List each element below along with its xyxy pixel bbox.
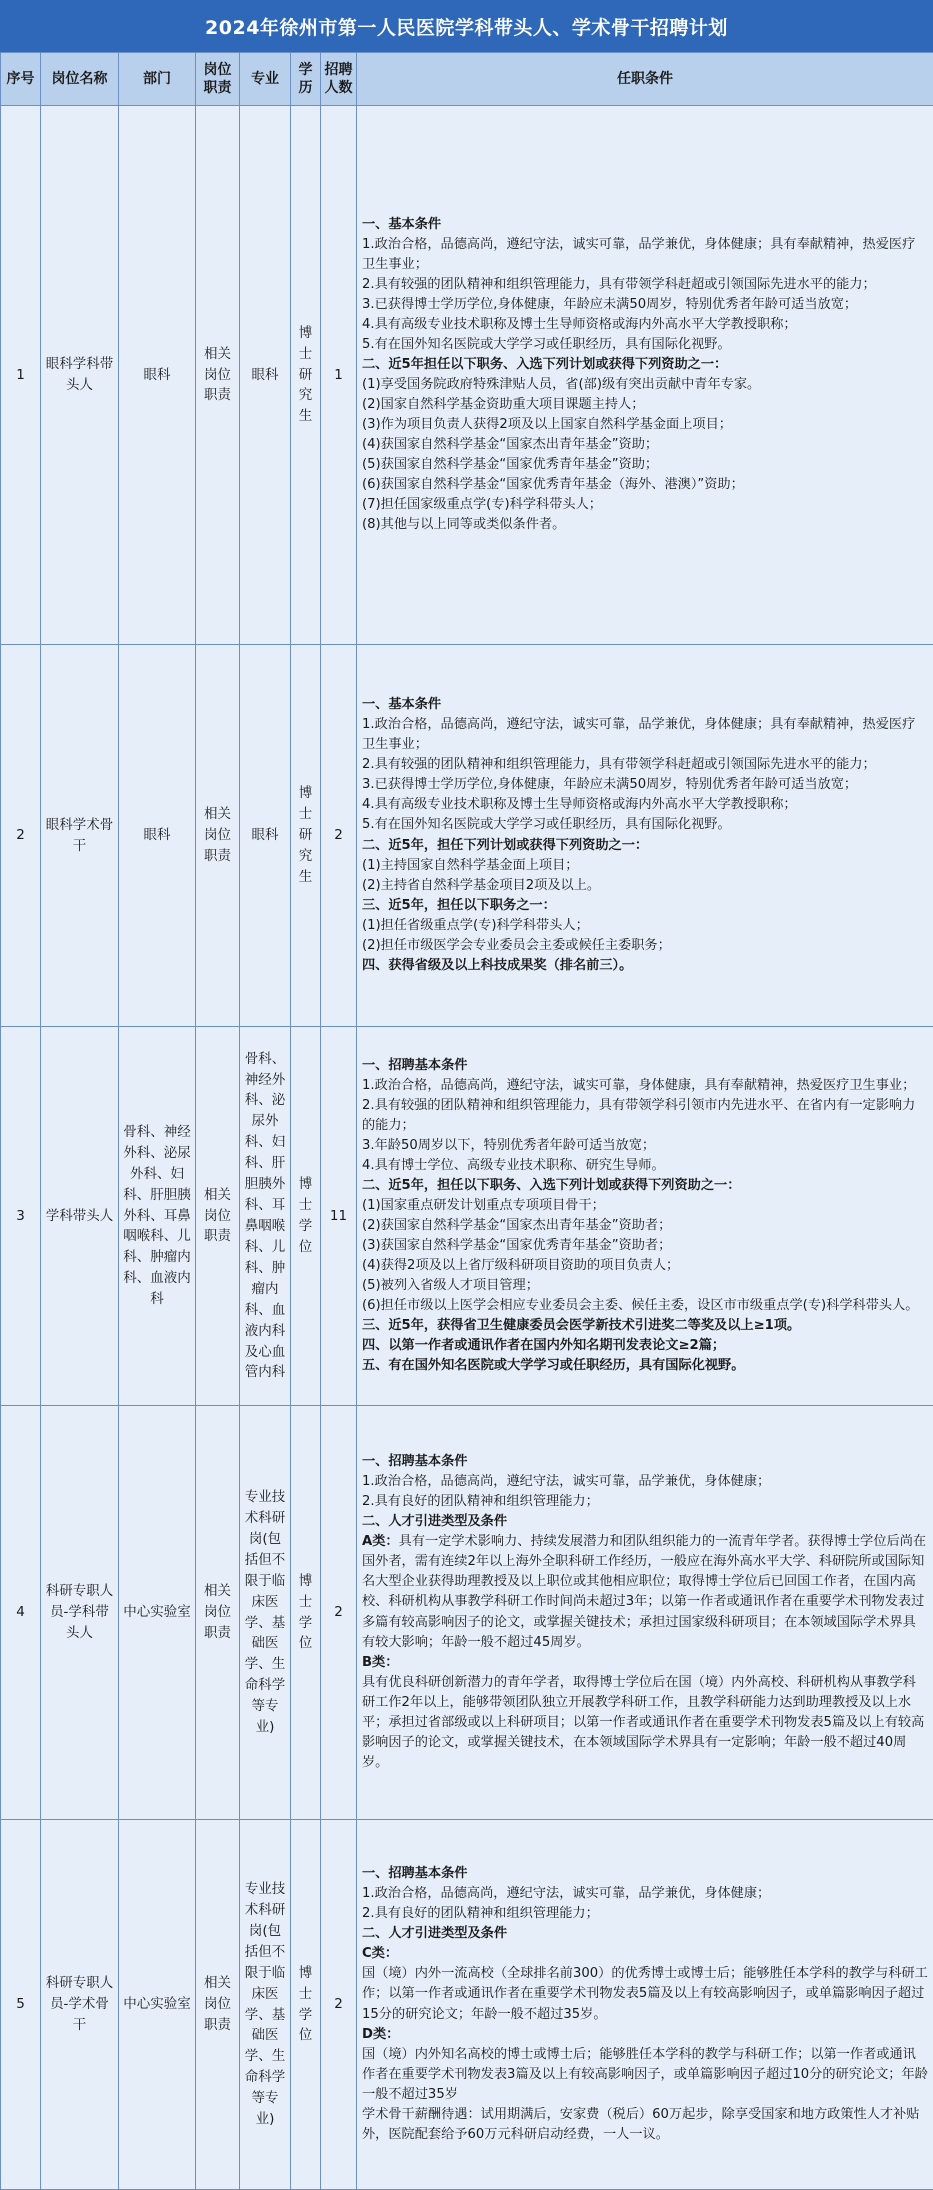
requirement-line: [362, 1076, 928, 1096]
requirement-line: [362, 1512, 928, 1532]
requirement-line: [362, 1216, 928, 1236]
cell-major: 骨科、神经外科、泌尿外科、妇科、肝胆胰外科、耳鼻咽喉科、儿科、肿瘤内科、血液内科及心血管内科: [240, 1027, 291, 1406]
cell-major: 眼科: [240, 645, 291, 1027]
cell-position: 科研专职人员-学术骨干: [41, 1820, 119, 2190]
requirement-text: 国（境）内外一流高校（全球排名前300）的优秀博士或博士后；能够胜任本学科的教学与科研工作；以第一作者或通讯作者在重要学术刊物发表5篇及以上有较高影响因子，或单篇影响因子超过15分的研究论文；年龄一般不超过35岁。: [362, 1966, 928, 2021]
requirement-text: 具有优良科研创新潜力的青年学者，取得博士学位后在国（境）内外高校、科研机构从事教学科研工作2年以上，能够带领团队独立开展教学科研工作，且教学科研能力达到助理教授及以上水平；承担过省部级或以上科研项目；以第一作者或通讯作者在重要学术刊物发表5篇及以上有较高影响因子的论文，或掌握关键技术，在本领域国际学术界具有一定影响；年龄一般不超过40周岁。: [362, 1675, 924, 1770]
requirement-category-label: A类：: [362, 1534, 399, 1549]
requirement-line: [362, 1904, 928, 1924]
cell-duty: 相关岗位职责: [196, 645, 240, 1027]
requirement-text: (1)享受国务院政府特殊津贴人员，省(部)级有突出贡献中青年专家。: [362, 377, 760, 392]
requirement-line: [362, 836, 928, 856]
requirement-line: [362, 295, 928, 315]
header-department: 部门: [119, 53, 196, 106]
cell-requirements: [357, 645, 933, 1027]
header-duty: 岗位职责: [196, 53, 240, 106]
cell-education: 博士学位: [291, 1406, 321, 1820]
requirement-text: 具有一定学术影响力、持续发展潜力和团队组织能力的一流青年学者。获得博士学位后尚在国外者，需有连续2年以上海外全职科研工作经历，一般应在海外高水平大学、科研院所或国际知名大型企业获得助理教授及以上职位或其他相应职位；取得博士学位后已回国工作者，在国内高校、科研机构从事教学科研工作时间尚未超过3年；以第一作者或通讯作者在重要学术刊物发表过多篇有较高影响因子的论文，或掌握关键技术；承担过国家级科研项目；在本领域国际学术界具有较大影响；年龄一般不超过45周岁。: [362, 1534, 926, 1649]
requirement-text: 学术骨干薪酬待遇：试用期满后，安家费（税后）60万起步，除享受国家和地方政策性人才补贴外，医院配套给予60万元科研启动经费，一人一议。: [362, 2107, 919, 2142]
requirement-line: [362, 515, 928, 535]
requirement-text: 五、有在国外知名医院或大学学习或任职经历，具有国际化视野。: [362, 1358, 744, 1373]
requirement-text: (2)担任市级医学会专业委员会主委或候任主委职务；: [362, 938, 671, 953]
cell-major: 专业技术科研岗(包括但不限于临床医学、基础医学、生命科学等专业): [240, 1820, 291, 2190]
requirement-text: 四、以第一作者或通讯作者在国内外知名期刊发表论文≥2篇；: [362, 1338, 725, 1353]
header-count: 招聘人数: [321, 53, 357, 106]
requirement-text: 四、获得省级及以上科技成果奖（排名前三）。: [362, 958, 632, 973]
requirement-line: [362, 1532, 928, 1652]
requirement-line: [362, 1336, 928, 1356]
requirement-line: [362, 1196, 928, 1216]
table-header-row: [1, 53, 933, 106]
requirement-line: [362, 1056, 928, 1076]
table-row: [1, 1027, 933, 1406]
requirement-text: (1)主持国家自然科学基金面上项目；: [362, 858, 579, 873]
requirement-line: [362, 876, 928, 896]
requirement-line: [362, 475, 928, 495]
requirement-text: (3)获国家自然科学基金“国家优秀青年基金”资助者；: [362, 1238, 671, 1253]
requirement-text: 二、近5年，担任下列计划或获得下列资助之一：: [362, 838, 648, 853]
requirement-line: [362, 936, 928, 956]
requirement-line: [362, 1944, 928, 1964]
requirement-line: [362, 2105, 928, 2145]
requirement-line: [362, 1176, 928, 1196]
header-position: 岗位名称: [41, 53, 119, 106]
requirement-line: [362, 1864, 928, 1884]
requirement-line: [362, 1236, 928, 1256]
cell-no: 4: [1, 1406, 41, 1820]
requirement-line: [362, 1472, 928, 1492]
cell-no: 2: [1, 645, 41, 1027]
requirement-text: (4)获国家自然科学基金“国家杰出青年基金”资助；: [362, 437, 658, 452]
requirement-line: [362, 1653, 928, 1673]
requirement-line: [362, 455, 928, 475]
requirement-text: (1)国家重点研发计划重点专项项目骨干；: [362, 1198, 605, 1213]
requirement-text: (5)被列入省级人才项目管理；: [362, 1278, 539, 1293]
requirement-text: 1.政治合格，品德高尚，遵纪守法，诚实可靠，品学兼优，身体健康；: [362, 1474, 770, 1489]
requirement-line: [362, 1492, 928, 1512]
requirement-text: (2)主持省自然科学基金项目2项及以上。: [362, 878, 600, 893]
requirement-line: [362, 1964, 928, 2024]
requirement-line: [362, 1924, 928, 1944]
requirement-text: 二、人才引进类型及条件: [362, 1514, 507, 1529]
header-no: 序号: [1, 53, 41, 106]
requirement-text: (3)作为项目负责人获得2项及以上国家自然科学基金面上项目；: [362, 417, 732, 432]
requirement-text: (2)国家自然科学基金资助重大项目课题主持人；: [362, 397, 644, 412]
requirement-text: 一、招聘基本条件: [362, 1058, 468, 1073]
recruitment-table: [0, 52, 933, 2190]
requirement-line: [362, 435, 928, 455]
requirement-text: (6)担任市级以上医学会相应专业委员会主委、候任主委，设区市市级重点学(专)科学科带头人。: [362, 1298, 918, 1313]
requirement-text: 一、基本条件: [362, 697, 441, 712]
cell-count: 11: [321, 1027, 357, 1406]
requirement-text: 5.有在国外知名医院或大学学习或任职经历，具有国际化视野。: [362, 337, 731, 352]
cell-education: 博士研究生: [291, 645, 321, 1027]
cell-department: 眼科: [119, 645, 196, 1027]
requirement-text: 2.具有较强的团队精神和组织管理能力，具有带领学科引领市内先进水平、在省内有一定影响力的能力；: [362, 1098, 915, 1133]
requirement-line: [362, 1296, 928, 1316]
requirement-text: 二、人才引进类型及条件: [362, 1926, 507, 1941]
requirement-text: 二、近5年担任以下职务、入选下列计划或获得下列资助之一：: [362, 357, 727, 372]
requirement-text: 3.已获得博士学历学位,身体健康，年龄应未满50周岁，特别优秀者年龄可适当放宽；: [362, 297, 857, 312]
requirement-text: 2.具有良好的团队精神和组织管理能力；: [362, 1494, 599, 1509]
header-requirements: 任职条件: [357, 53, 933, 106]
requirement-text: 一、招聘基本条件: [362, 1454, 468, 1469]
cell-requirements: [357, 1027, 933, 1406]
requirement-text: (2)获国家自然科学基金“国家杰出青年基金”资助者；: [362, 1218, 671, 1233]
requirement-line: [362, 395, 928, 415]
requirement-line: [362, 495, 928, 515]
requirement-text: D类：: [362, 2027, 399, 2042]
cell-count: 2: [321, 1406, 357, 1820]
requirement-text: 三、近5年，获得省卫生健康委员会医学新技术引进奖二等奖及以上≥1项。: [362, 1318, 800, 1333]
cell-no: 1: [1, 106, 41, 645]
cell-duty: 相关岗位职责: [196, 1820, 240, 2190]
requirement-text: 3.年龄50周岁以下，特别优秀者年龄可适当放宽；: [362, 1138, 655, 1153]
requirement-line: [362, 215, 928, 235]
requirement-text: (8)其他与以上同等或类似条件者。: [362, 517, 565, 532]
requirement-text: 1.政治合格，品德高尚，遵纪守法，诚实可靠，身体健康，具有奉献精神，热爱医疗卫生事业；: [362, 1078, 915, 1093]
cell-requirements: [357, 1406, 933, 1820]
cell-department: 眼科: [119, 106, 196, 645]
requirement-line: [362, 896, 928, 916]
cell-department: 中心实验室: [119, 1820, 196, 2190]
requirement-line: [362, 695, 928, 715]
requirement-line: [362, 235, 928, 275]
requirement-text: 5.有在国外知名医院或大学学习或任职经历，具有国际化视野。: [362, 817, 731, 832]
cell-department: 中心实验室: [119, 1406, 196, 1820]
cell-education: 博士学位: [291, 1027, 321, 1406]
cell-major: 眼科: [240, 106, 291, 645]
requirement-text: C类：: [362, 1946, 398, 1961]
cell-count: 1: [321, 106, 357, 645]
table-row: [1, 645, 933, 1027]
requirement-text: 4.具有高级专业技术职称及博士生导师资格或海内外高水平大学教授职称；: [362, 317, 797, 332]
cell-duty: 相关岗位职责: [196, 106, 240, 645]
requirement-text: 一、招聘基本条件: [362, 1866, 468, 1881]
requirement-line: [362, 1673, 928, 1773]
header-education: 学历: [291, 53, 321, 106]
requirement-line: [362, 315, 928, 335]
requirement-line: [362, 795, 928, 815]
requirement-line: [362, 1096, 928, 1136]
requirement-line: [362, 2045, 928, 2105]
cell-duty: 相关岗位职责: [196, 1406, 240, 1820]
requirement-line: [362, 335, 928, 355]
requirement-text: 三、近5年，担任以下职务之一：: [362, 898, 556, 913]
cell-duty: 相关岗位职责: [196, 1027, 240, 1406]
requirement-line: [362, 775, 928, 795]
requirement-text: 3.已获得博士学历学位,身体健康，年龄应未满50周岁，特别优秀者年龄可适当放宽；: [362, 777, 857, 792]
requirement-text: 二、近5年，担任以下职务、入选下列计划或获得下列资助之一：: [362, 1178, 740, 1193]
requirement-text: 2.具有良好的团队精神和组织管理能力；: [362, 1906, 599, 1921]
requirement-line: [362, 1256, 928, 1276]
requirement-line: [362, 375, 928, 395]
requirement-text: 4.具有博士学位、高级专业技术职称、研究生导师。: [362, 1158, 665, 1173]
requirement-line: [362, 715, 928, 755]
cell-education: 博士研究生: [291, 106, 321, 645]
requirement-text: 4.具有高级专业技术职称及博士生导师资格或海内外高水平大学教授职称；: [362, 797, 797, 812]
requirement-line: [362, 1156, 928, 1176]
requirement-line: [362, 1884, 928, 1904]
requirement-text: (6)获国家自然科学基金“国家优秀青年基金（海外、港澳）”资助；: [362, 477, 744, 492]
requirement-line: [362, 1316, 928, 1336]
table-row: [1, 1406, 933, 1820]
cell-major: 专业技术科研岗(包括但不限于临床医学、基础医学、生命科学等专业): [240, 1406, 291, 1820]
requirement-text: 1.政治合格，品德高尚，遵纪守法，诚实可靠，品学兼优，身体健康；具有奉献精神，热爱医疗卫生事业；: [362, 237, 915, 272]
requirement-line: [362, 1356, 928, 1376]
requirement-text: (5)获国家自然科学基金“国家优秀青年基金”资助；: [362, 457, 658, 472]
requirement-line: [362, 355, 928, 375]
cell-position: 眼科学科带头人: [41, 106, 119, 645]
requirement-line: [362, 916, 928, 936]
cell-count: 2: [321, 1820, 357, 2190]
requirement-line: [362, 815, 928, 835]
requirement-line: [362, 1136, 928, 1156]
requirement-text: 国（境）内外知名高校的博士或博士后；能够胜任本学科的教学与科研工作；以第一作者或通讯作者在重要学术刊物发表3篇及以上有较高影响因子，或单篇影响因子超过10分的研究论文；年龄一般不超过35岁: [362, 2047, 928, 2102]
requirement-text: (7)担任国家级重点学(专)科学科带头人；: [362, 497, 602, 512]
cell-position: 学科带头人: [41, 1027, 119, 1406]
cell-no: 3: [1, 1027, 41, 1406]
cell-education: 博士学位: [291, 1820, 321, 2190]
requirement-text: 1.政治合格，品德高尚，遵纪守法，诚实可靠，品学兼优，身体健康；具有奉献精神，热爱医疗卫生事业；: [362, 717, 915, 752]
cell-position: 眼科学术骨干: [41, 645, 119, 1027]
requirement-text: 2.具有较强的团队精神和组织管理能力，具有带领学科赶超或引领国际先进水平的能力；: [362, 277, 876, 292]
cell-department: 骨科、神经外科、泌尿外科、妇科、肝胆胰外科、耳鼻咽喉科、儿科、肿瘤内科、血液内科: [119, 1027, 196, 1406]
requirement-line: [362, 1452, 928, 1472]
table-row: [1, 106, 933, 645]
cell-position: 科研专职人员-学科带头人: [41, 1406, 119, 1820]
requirement-text: 一、基本条件: [362, 217, 441, 232]
cell-requirements: [357, 106, 933, 645]
requirement-line: [362, 275, 928, 295]
requirement-line: [362, 856, 928, 876]
header-major: 专业: [240, 53, 291, 106]
requirement-text: (4)获得2项及以上省厅级科研项目资助的项目负责人；: [362, 1258, 679, 1273]
requirement-text: (1)担任省级重点学(专)科学科带头人；: [362, 918, 589, 933]
requirement-text: 1.政治合格，品德高尚，遵纪守法，诚实可靠，品学兼优，身体健康；: [362, 1886, 770, 1901]
cell-count: 2: [321, 645, 357, 1027]
requirement-line: [362, 755, 928, 775]
requirement-line: [362, 956, 928, 976]
requirement-text: 2.具有较强的团队精神和组织管理能力，具有带领学科赶超或引领国际先进水平的能力；: [362, 757, 876, 772]
requirement-line: [362, 1276, 928, 1296]
cell-no: 5: [1, 1820, 41, 2190]
table-row: [1, 1820, 933, 2190]
requirement-text: B类：: [362, 1655, 398, 1670]
document-title: 2024年徐州市第一人民医院学科带头人、学术骨干招聘计划: [0, 0, 933, 52]
table-body: [1, 106, 933, 2190]
cell-requirements: [357, 1820, 933, 2190]
requirement-line: [362, 415, 928, 435]
requirement-line: [362, 2025, 928, 2045]
